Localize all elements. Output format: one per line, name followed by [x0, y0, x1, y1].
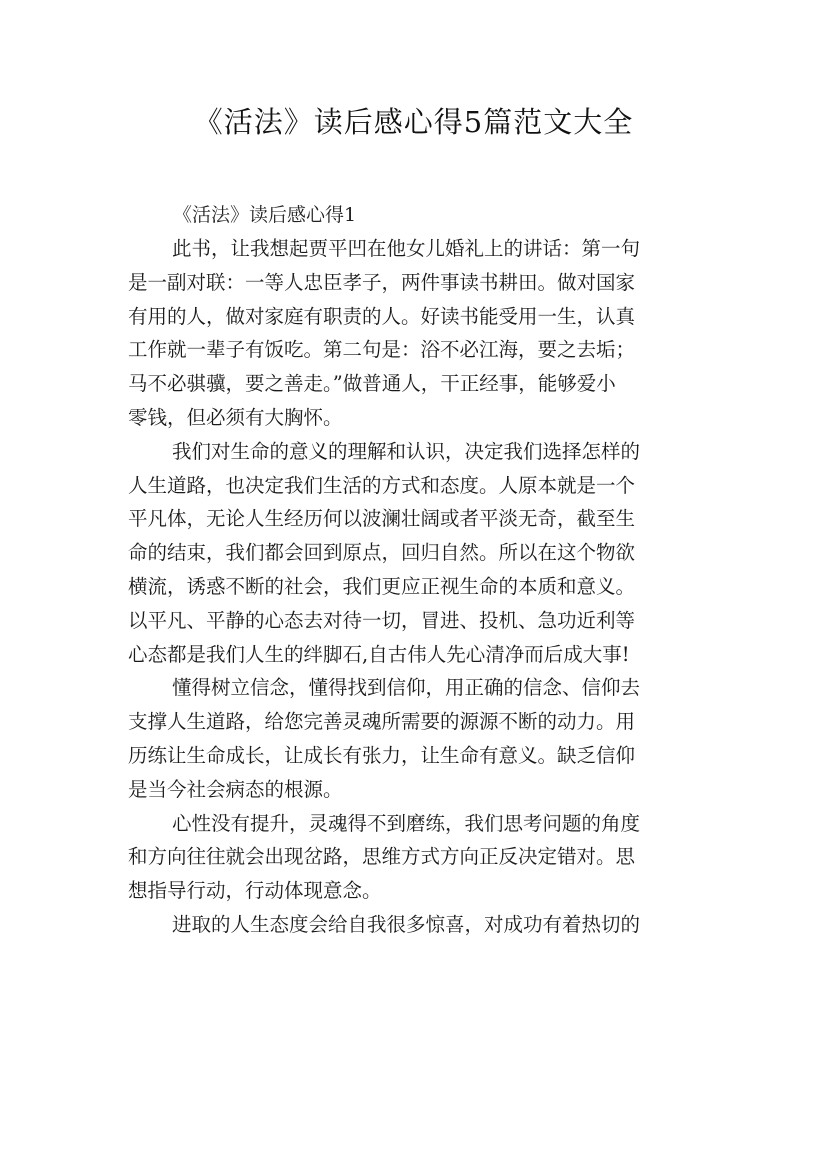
- text-line: 零钱，但必须有大胸怀。: [128, 405, 343, 429]
- paragraph: [128, 435, 728, 672]
- text-line: 历练让生命成长，让成长有张力，让生命有意义。缺乏信仰: [128, 743, 636, 767]
- text-line: 和方向往往就会出现岔路，思维方式方向正反决定错对。思: [128, 845, 636, 869]
- text-line: 想指导行动，行动体现意念。: [128, 879, 382, 903]
- text-line: 此书，让我想起贾平凹在他女儿婚礼上的讲话：第一句: [172, 237, 641, 260]
- text-line: 横流，诱惑不断的社会，我们更应正视生命的本质和意义。: [128, 574, 636, 598]
- text-line: 懂得树立信念，懂得找到信仰，用正确的信念、信仰去: [172, 676, 641, 700]
- text-line: 支撑人生道路，给您完善灵魂所需要的源源不断的动力。用: [128, 710, 636, 734]
- text-line: 是当今社会病态的根源。: [128, 777, 343, 801]
- section-title: 《活法》读后感心得1: [173, 204, 357, 226]
- text-line: 进取的人生态度会给自我很多惊喜，对成功有着热切的: [172, 912, 641, 936]
- text-line: 心态都是我们人生的绊脚石,自古伟人先心清净而后成大事!: [128, 642, 630, 666]
- text-line: 马不必骐骥，要之善走。”做普通人，干正经事，能够爱小: [128, 372, 616, 396]
- text-line: 心性没有提升，灵魂得不到磨练，我们思考问题的角度: [172, 811, 641, 835]
- text-line: 我们对生命的意义的理解和认识，决定我们选择怎样的: [172, 439, 641, 463]
- text-line: 命的结束，我们都会回到原点，回归自然。所以在这个物欲: [128, 541, 636, 565]
- text-line: 是一副对联：一等人忠臣孝子，两件事读书耕田。做对国家: [128, 270, 636, 294]
- text-line: 有用的人，做对家庭有职责的人。好读书能受用一生，认真: [128, 304, 636, 328]
- paragraph: [128, 671, 728, 806]
- paragraph: [128, 908, 728, 942]
- document-body: [128, 232, 728, 942]
- text-line: 平凡体，无论人生经历何以波澜壮阔或者平淡无奇，截至生: [128, 507, 636, 531]
- text-line: 工作就一辈子有饭吃。第二句是：浴不必江海，要之去垢；: [128, 338, 636, 362]
- document-title: 《活法》读后感心得5篇范文大全: [193, 105, 634, 139]
- text-line: 以平凡、平静的心态去对待一切，冒进、投机、急功近利等: [128, 608, 636, 632]
- paragraph: [128, 232, 728, 435]
- paragraph: [128, 807, 728, 908]
- text-line: 人生道路，也决定我们生活的方式和态度。人原本就是一个: [128, 473, 636, 497]
